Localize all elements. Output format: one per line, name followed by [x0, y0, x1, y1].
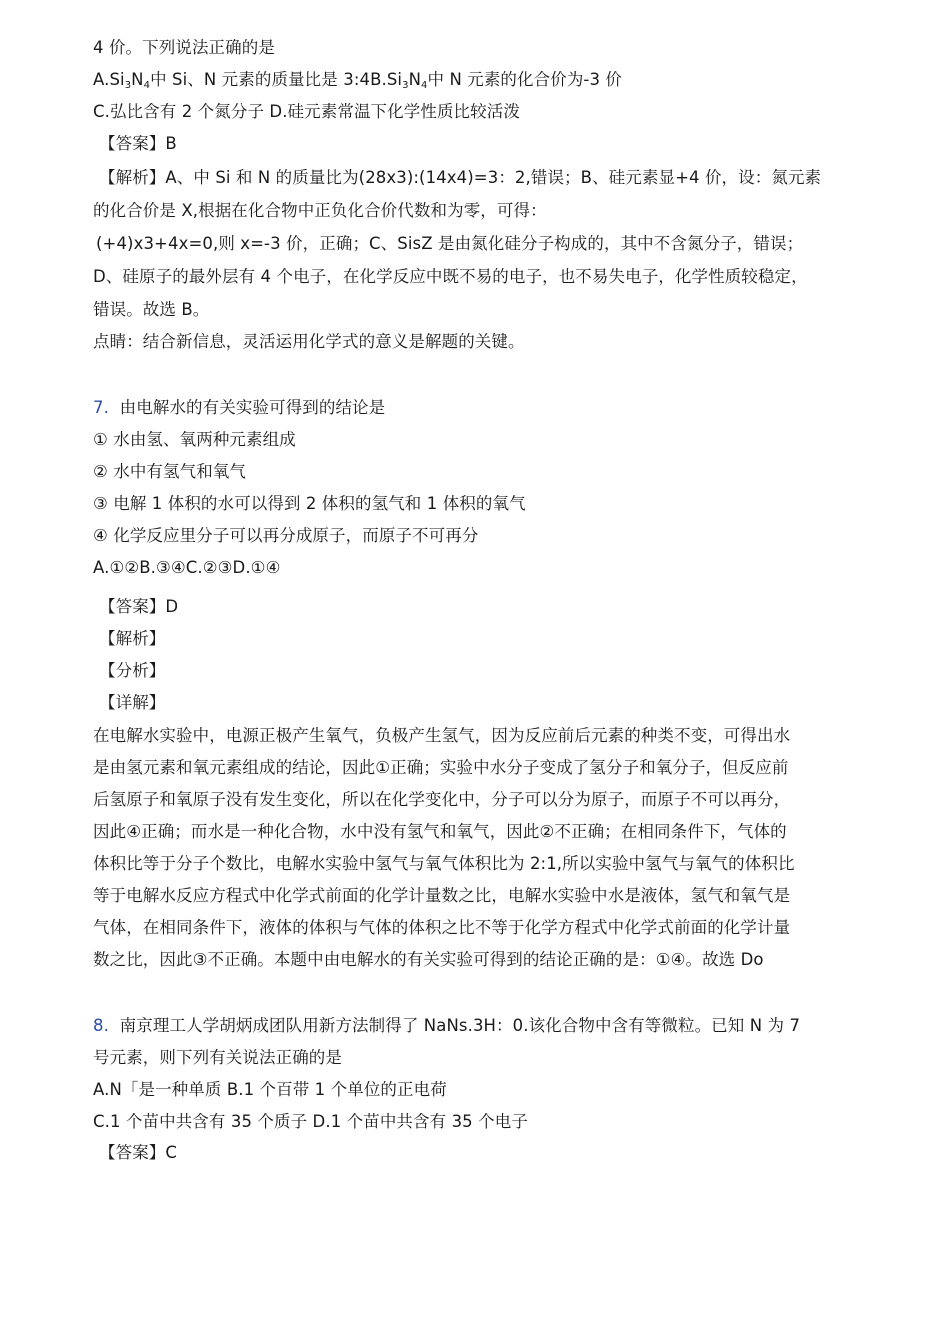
- q8-options-ab: A.N「是一种单质 B.1 个百带 1 个单位的正电荷: [93, 1080, 447, 1099]
- q6-analysis-line: 的化合价是 X,根据在化合物中正负化合价代数和为零，可得：: [93, 201, 547, 220]
- q6-analysis-line: 【解析】A、中 Si 和 N 的质量比为(28x3):(14x4)=3：2,错误；B、硅元素显+4 价，设：氮元素: [99, 168, 822, 187]
- q6-option-a-b: $A.Si_3N_4$中 Si、N 元素的质量比是 $3:4B.Si_3N_4$中 N 元素的化合价为-3 价: [93, 70, 623, 91]
- q7-item: ③ 电解 1 体积的水可以得到 2 体积的氢气和 1 体积的氧气: [93, 494, 526, 513]
- q8-stem-cont: 号元素，则下列有关说法正确的是: [93, 1048, 342, 1067]
- q7-detail-line: 气体，在相同条件下，液体的体积与气体的体积之比不等于化学方程式中化学式前面的化学计量: [93, 918, 791, 937]
- q8-stem: 8. 南京理工人学胡炳成团队用新方法制得了 NaNs.3H：0.该化合物中含有等微粒。已知 N 为 7: [93, 1016, 801, 1035]
- q7-detail-line: 等于电解水反应方程式中化学式前面的化学计量数之比，电解水实验中水是液体，氢气和氧气是: [93, 886, 791, 905]
- q7-analysis-label: 【解析】: [99, 629, 166, 648]
- q6-option-c-d: C.弘比含有 2 个氮分子 D.硅元素常温下化学性质比较活泼: [93, 102, 520, 121]
- q7-detail-line: 后氢原子和氧原子没有发生变化，所以在化学变化中，分子可以分为原子，而原子不可以再分，: [93, 790, 791, 809]
- q6-tip: 点睛：结合新信息，灵活运用化学式的意义是解题的关键。: [93, 332, 525, 351]
- q7-item: ① 水由氢、氧两种元素组成: [93, 430, 296, 449]
- q8-number: 8.: [93, 1016, 109, 1035]
- q6-analysis-line: 错误。故选 B。: [93, 300, 210, 319]
- q7-detail-line: 体积比等于分子个数比，电解水实验中氢气与氧气体积比为 2:1,所以实验中氢气与氧气的体积比: [93, 854, 795, 873]
- q7-detail-line: 数之比，因此③不正确。本题中由电解水的有关实验可得到的结论正确的是：①④。故选 Do: [93, 950, 764, 969]
- q7-answer: 【答案】D: [99, 597, 179, 616]
- q7-detail-line: 因此④正确；而水是一种化合物，水中没有氢气和氧气，因此②不正确；在相同条件下，气体的: [93, 822, 787, 841]
- q8-options-cd: C.1 个苗中共含有 35 个质子 D.1 个苗中共含有 35 个电子: [93, 1112, 528, 1131]
- q7-detail-line: 在电解水实验中，电源正极产生氧气，负极产生氢气，因为反应前后元素的种类不变，可得出水: [93, 726, 791, 745]
- q6-answer: 【答案】B: [99, 134, 177, 153]
- q7-stem: 7. 由电解水的有关实验可得到的结论是: [93, 398, 386, 417]
- q7-fenxi-label: 【分析】: [99, 661, 166, 680]
- q7-item: ② 水中有氢气和氧气: [93, 462, 247, 481]
- q7-detail-line: 是由氢元素和氧元素组成的结论，因此①正确；实验中水分子变成了氢分子和氧分子，但反应前: [93, 758, 789, 777]
- q8-answer: 【答案】C: [99, 1143, 178, 1162]
- q7-number: 7.: [93, 398, 109, 417]
- q7-item: ④ 化学反应里分子可以再分成原子，而原子不可再分: [93, 526, 479, 545]
- q6-analysis-line: D、硅原子的最外层有 4 个电子，在化学反应中既不易的电子，也不易失电子，化学性质较稳定，: [93, 267, 808, 286]
- q7-options: A.①②B.③④C.②③D.①④: [93, 558, 281, 577]
- q7-xiangjie-label: 【详解】: [99, 693, 166, 712]
- q6-stem-end: 4 价。下列说法正确的是: [93, 38, 275, 57]
- q6-analysis-line: (+4)x3+4x=0,则 x=-3 价，正确；C、SisZ 是由氮化硅分子构成的，其中不含氮分子，错误；: [96, 234, 804, 253]
